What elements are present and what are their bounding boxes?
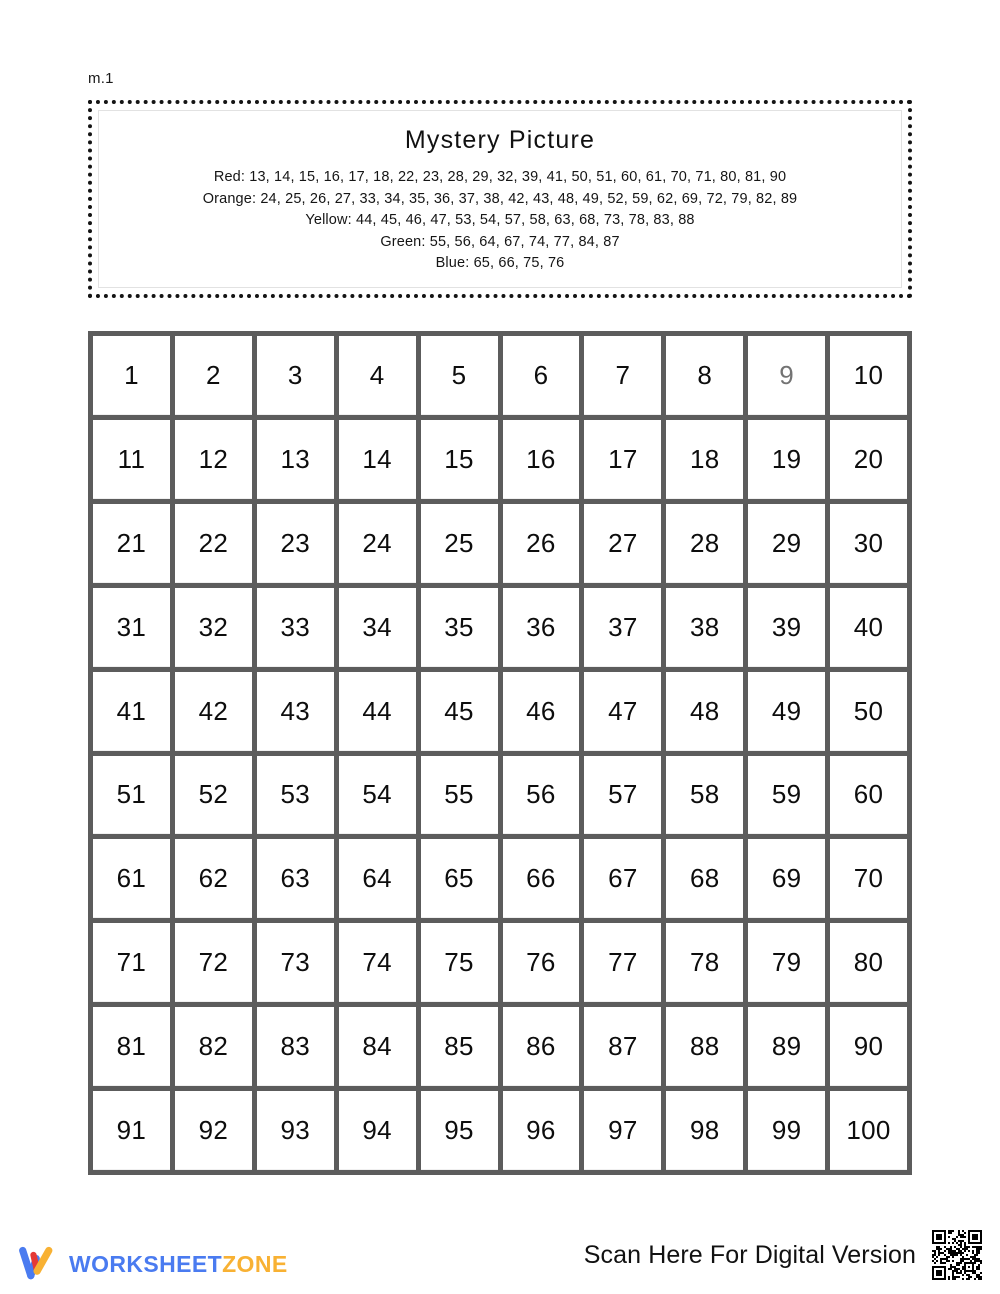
chart-cell-10[interactable]: 10 (830, 336, 907, 415)
chart-cell-2[interactable]: 2 (175, 336, 252, 415)
chart-cell-28[interactable]: 28 (666, 504, 743, 583)
chart-cell-39[interactable]: 39 (748, 588, 825, 667)
chart-cell-86[interactable]: 86 (503, 1007, 580, 1086)
chart-cell-71[interactable]: 71 (93, 923, 170, 1002)
chart-cell-89[interactable]: 89 (748, 1007, 825, 1086)
chart-cell-24[interactable]: 24 (339, 504, 416, 583)
chart-cell-19[interactable]: 19 (748, 420, 825, 499)
chart-cell-82[interactable]: 82 (175, 1007, 252, 1086)
chart-cell-5[interactable]: 5 (421, 336, 498, 415)
color-key-yellow: Yellow: 44, 45, 46, 47, 53, 54, 57, 58, 63, 68, 73, 78, 83, 88 (305, 212, 695, 228)
chart-cell-79[interactable]: 79 (748, 923, 825, 1002)
chart-cell-99[interactable]: 99 (748, 1091, 825, 1170)
chart-cell-74[interactable]: 74 (339, 923, 416, 1002)
chart-cell-4[interactable]: 4 (339, 336, 416, 415)
hundred-chart (88, 331, 912, 1175)
chart-cell-53[interactable]: 53 (257, 756, 334, 835)
chart-cell-38[interactable]: 38 (666, 588, 743, 667)
qr-code-icon[interactable] (928, 1226, 986, 1284)
chart-cell-13[interactable]: 13 (257, 420, 334, 499)
chart-cell-98[interactable]: 98 (666, 1091, 743, 1170)
color-key-list (92, 167, 908, 275)
chart-cell-23[interactable]: 23 (257, 504, 334, 583)
chart-cell-7[interactable]: 7 (584, 336, 661, 415)
chart-cell-49[interactable]: 49 (748, 672, 825, 751)
chart-cell-87[interactable]: 87 (584, 1007, 661, 1086)
chart-cell-65[interactable]: 65 (421, 839, 498, 918)
chart-cell-59[interactable]: 59 (748, 756, 825, 835)
chart-cell-83[interactable]: 83 (257, 1007, 334, 1086)
chart-cell-80[interactable]: 80 (830, 923, 907, 1002)
chart-cell-20[interactable]: 20 (830, 420, 907, 499)
chart-cell-54[interactable]: 54 (339, 756, 416, 835)
chart-cell-6[interactable]: 6 (503, 336, 580, 415)
chart-cell-60[interactable]: 60 (830, 756, 907, 835)
chart-cell-78[interactable]: 78 (666, 923, 743, 1002)
chart-cell-27[interactable]: 27 (584, 504, 661, 583)
chart-cell-92[interactable]: 92 (175, 1091, 252, 1170)
chart-cell-64[interactable]: 64 (339, 839, 416, 918)
brand-word-worksheet: WORKSHEET (69, 1250, 223, 1277)
chart-cell-47[interactable]: 47 (584, 672, 661, 751)
chart-cell-75[interactable]: 75 (421, 923, 498, 1002)
chart-cell-8[interactable]: 8 (666, 336, 743, 415)
chart-cell-37[interactable]: 37 (584, 588, 661, 667)
chart-cell-17[interactable]: 17 (584, 420, 661, 499)
chart-cell-42[interactable]: 42 (175, 672, 252, 751)
chart-cell-18[interactable]: 18 (666, 420, 743, 499)
chart-cell-3[interactable]: 3 (257, 336, 334, 415)
chart-cell-16[interactable]: 16 (503, 420, 580, 499)
chart-cell-95[interactable]: 95 (421, 1091, 498, 1170)
chart-cell-33[interactable]: 33 (257, 588, 334, 667)
chart-cell-40[interactable]: 40 (830, 588, 907, 667)
chart-cell-15[interactable]: 15 (421, 420, 498, 499)
chart-cell-56[interactable]: 56 (503, 756, 580, 835)
color-key-orange: Orange: 24, 25, 26, 27, 33, 34, 35, 36, 37, 38, 42, 43, 48, 49, 52, 59, 62, 69, 72, 79, 82, 89 (202, 190, 798, 207)
chart-cell-30[interactable]: 30 (830, 504, 907, 583)
chart-cell-46[interactable]: 46 (503, 672, 580, 751)
chart-cell-50[interactable]: 50 (830, 672, 907, 751)
chart-cell-85[interactable]: 85 (421, 1007, 498, 1086)
chart-cell-100[interactable]: 100 (830, 1091, 907, 1170)
chart-cell-57[interactable]: 57 (584, 756, 661, 835)
chart-cell-55[interactable]: 55 (421, 756, 498, 835)
chart-cell-88[interactable]: 88 (666, 1007, 743, 1086)
chart-cell-43[interactable]: 43 (257, 672, 334, 751)
chart-cell-41[interactable]: 41 (93, 672, 170, 751)
color-key-green: Green: 55, 56, 64, 67, 74, 77, 84, 87 (380, 233, 620, 250)
chart-cell-81[interactable]: 81 (93, 1007, 170, 1086)
chart-cell-91[interactable]: 91 (93, 1091, 170, 1170)
brand-wordmark (69, 1250, 288, 1277)
chart-cell-34[interactable]: 34 (339, 588, 416, 667)
worksheetzone-logo (18, 1246, 288, 1282)
chart-cell-12[interactable]: 12 (175, 420, 252, 499)
chart-cell-94[interactable]: 94 (339, 1091, 416, 1170)
chart-cell-26[interactable]: 26 (503, 504, 580, 583)
chart-cell-36[interactable]: 36 (503, 588, 580, 667)
chart-cell-21[interactable]: 21 (93, 504, 170, 583)
chart-cell-93[interactable]: 93 (257, 1091, 334, 1170)
chart-cell-97[interactable]: 97 (584, 1091, 661, 1170)
worksheet-title: Mystery Picture (404, 126, 596, 154)
chart-cell-84[interactable]: 84 (339, 1007, 416, 1086)
hundred-chart-grid (88, 331, 912, 1175)
chart-cell-67[interactable]: 67 (584, 839, 661, 918)
scan-cta (584, 1226, 986, 1284)
color-key-blue: Blue: 65, 66, 75, 76 (435, 255, 565, 271)
chart-cell-69[interactable]: 69 (748, 839, 825, 918)
chart-cell-63[interactable]: 63 (257, 839, 334, 918)
chart-cell-35[interactable]: 35 (421, 588, 498, 667)
worksheetzone-mark-icon (18, 1246, 58, 1282)
chart-cell-1[interactable]: 1 (93, 336, 170, 415)
page-code-label: m.1 (88, 70, 114, 87)
chart-cell-51[interactable]: 51 (93, 756, 170, 835)
chart-cell-14[interactable]: 14 (339, 420, 416, 499)
page-footer (0, 1222, 1000, 1294)
chart-cell-22[interactable]: 22 (175, 504, 252, 583)
chart-cell-76[interactable]: 76 (503, 923, 580, 1002)
chart-cell-73[interactable]: 73 (257, 923, 334, 1002)
scan-label: Scan Here For Digital Version (583, 1240, 916, 1269)
chart-cell-52[interactable]: 52 (175, 756, 252, 835)
chart-cell-9[interactable]: 9 (748, 336, 825, 415)
legend-panel (88, 100, 912, 298)
chart-cell-58[interactable]: 58 (666, 756, 743, 835)
chart-cell-62[interactable]: 62 (175, 839, 252, 918)
chart-cell-96[interactable]: 96 (503, 1091, 580, 1170)
chart-cell-72[interactable]: 72 (175, 923, 252, 1002)
chart-cell-68[interactable]: 68 (666, 839, 743, 918)
chart-cell-90[interactable]: 90 (830, 1007, 907, 1086)
chart-cell-45[interactable]: 45 (421, 672, 498, 751)
chart-cell-29[interactable]: 29 (748, 504, 825, 583)
chart-cell-11[interactable]: 11 (93, 420, 170, 499)
chart-cell-44[interactable]: 44 (339, 672, 416, 751)
chart-cell-31[interactable]: 31 (93, 588, 170, 667)
chart-cell-70[interactable]: 70 (830, 839, 907, 918)
chart-cell-61[interactable]: 61 (93, 839, 170, 918)
chart-cell-48[interactable]: 48 (666, 672, 743, 751)
chart-cell-77[interactable]: 77 (584, 923, 661, 1002)
brand-word-zone: ZONE (222, 1250, 288, 1277)
chart-cell-25[interactable]: 25 (421, 504, 498, 583)
chart-cell-66[interactable]: 66 (503, 839, 580, 918)
color-key-red: Red: 13, 14, 15, 16, 17, 18, 22, 23, 28, 29, 32, 39, 41, 50, 51, 60, 61, 70, 71, 80, 81, 90 (213, 169, 787, 185)
chart-cell-32[interactable]: 32 (175, 588, 252, 667)
